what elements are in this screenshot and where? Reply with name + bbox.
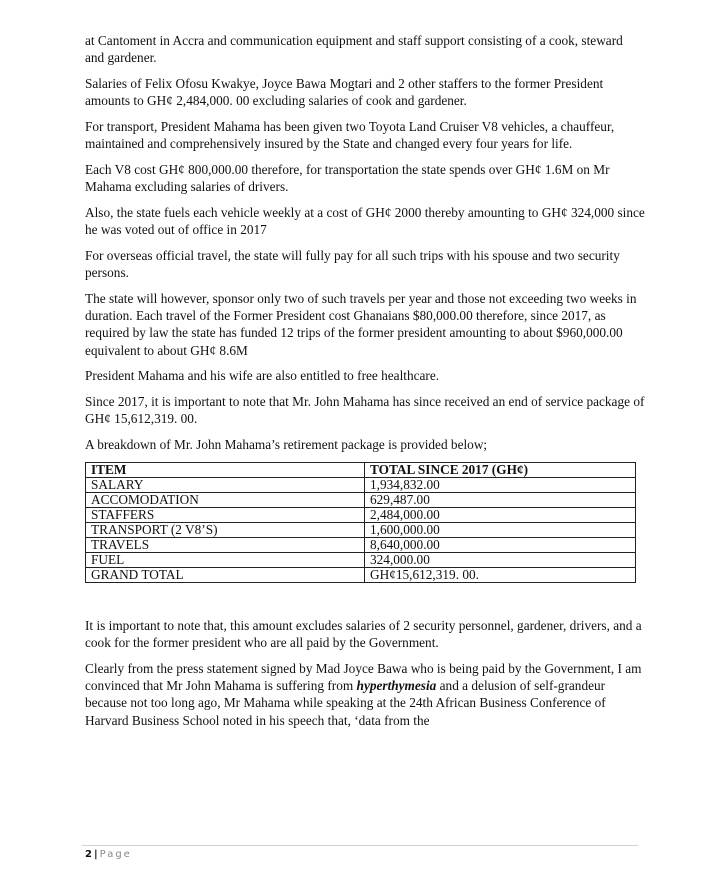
column-header-item: ITEM (86, 463, 365, 478)
table-row (86, 493, 636, 508)
item-cell: GRAND TOTAL (86, 568, 365, 583)
total-cell: 8,640,000.00 (365, 538, 636, 553)
table-row (86, 508, 636, 523)
document-body (85, 32, 645, 737)
item-cell: SALARY (86, 478, 365, 493)
table-header-row (86, 463, 636, 478)
paragraph-text: Clearly from the press statement signed by Mad Joyce Bawa who is being paid by the Government, I am convinced that Mr John Mahama is suffering from (85, 661, 642, 694)
page-label: Page (99, 849, 132, 860)
paragraph: The state will however, sponsor only two of such travels per year and those not exceeding two weeks in duration. Each travel of the Former President cost Ghanaians $80,000.00 therefore, since 2017, as required by law the state has funded 12 trips of the former president amounting to about $960,000.00 equivalent to about GH¢ 8.6M (85, 291, 637, 358)
table-row-grand-total (86, 568, 636, 583)
paragraph: Salaries of Felix Ofosu Kwakye, Joyce Bawa Mogtari and 2 other staffers to the former President amounts to GH¢ 2,484,000. 00 excluding salaries of cook and gardener. (85, 76, 604, 109)
page-footer (85, 849, 132, 860)
paragraph: Since 2017, it is important to note that Mr. John Mahama has since received an end of service package of GH¢ 15,612,319. 00. (85, 394, 645, 427)
item-cell: TRAVELS (86, 538, 365, 553)
paragraph: A breakdown of Mr. John Mahama’s retirement package is provided below; (85, 437, 488, 453)
column-header-total: TOTAL SINCE 2017 (GH¢) (365, 463, 636, 478)
page-separator: | (93, 849, 98, 860)
total-cell: GH¢15,612,319. 00. (365, 568, 636, 583)
total-cell: 2,484,000.00 (365, 508, 636, 523)
footer-divider (82, 845, 638, 846)
table-row (86, 478, 636, 493)
table-row (86, 538, 636, 553)
paragraph: President Mahama and his wife are also entitled to free healthcare. (85, 368, 440, 384)
item-cell: FUEL (86, 553, 365, 568)
paragraph-text: and a delusion of self-grandeur because not too long ago, Mr Mahama while speaking at the 24th African Business Conference of Harvard Business School noted in his speech that, ‘data from the (85, 678, 606, 728)
total-cell: 324,000.00 (365, 553, 636, 568)
emphasized-term: hyperthymesia (356, 678, 437, 694)
total-cell: 1,934,832.00 (365, 478, 636, 493)
page-number: 2 (85, 849, 92, 860)
item-cell: STAFFERS (86, 508, 365, 523)
item-cell: ACCOMODATION (86, 493, 365, 508)
paragraph (85, 660, 645, 729)
paragraph: Each V8 cost GH¢ 800,000.00 therefore, for transportation the state spends over GH¢ 1.6M on Mr Mahama excluding salaries of drivers. (85, 162, 610, 195)
paragraph: For transport, President Mahama has been given two Toyota Land Cruiser V8 vehicles, a chauffeur, maintained and comprehensively insured by the State and changed every four years for life. (85, 119, 615, 152)
retirement-package-table (85, 462, 636, 583)
table-row (86, 553, 636, 568)
paragraph: For overseas official travel, the state will fully pay for all such trips with his spouse and two security persons. (85, 248, 620, 281)
table-row (86, 523, 636, 538)
paragraph: It is important to note that, this amount excludes salaries of 2 security personnel, gardener, drivers, and a cook for the former president who are all paid by the Government. (85, 618, 642, 651)
paragraph: at Cantoment in Accra and communication equipment and staff support consisting of a cook, steward and gardener. (85, 33, 623, 66)
paragraph: Also, the state fuels each vehicle weekly at a cost of GH¢ 2000 thereby amounting to GH¢ 324,000 since he was voted out of office in 2017 (85, 205, 645, 238)
total-cell: 629,487.00 (365, 493, 636, 508)
item-cell: TRANSPORT (2 V8’S) (86, 523, 365, 538)
total-cell: 1,600,000.00 (365, 523, 636, 538)
